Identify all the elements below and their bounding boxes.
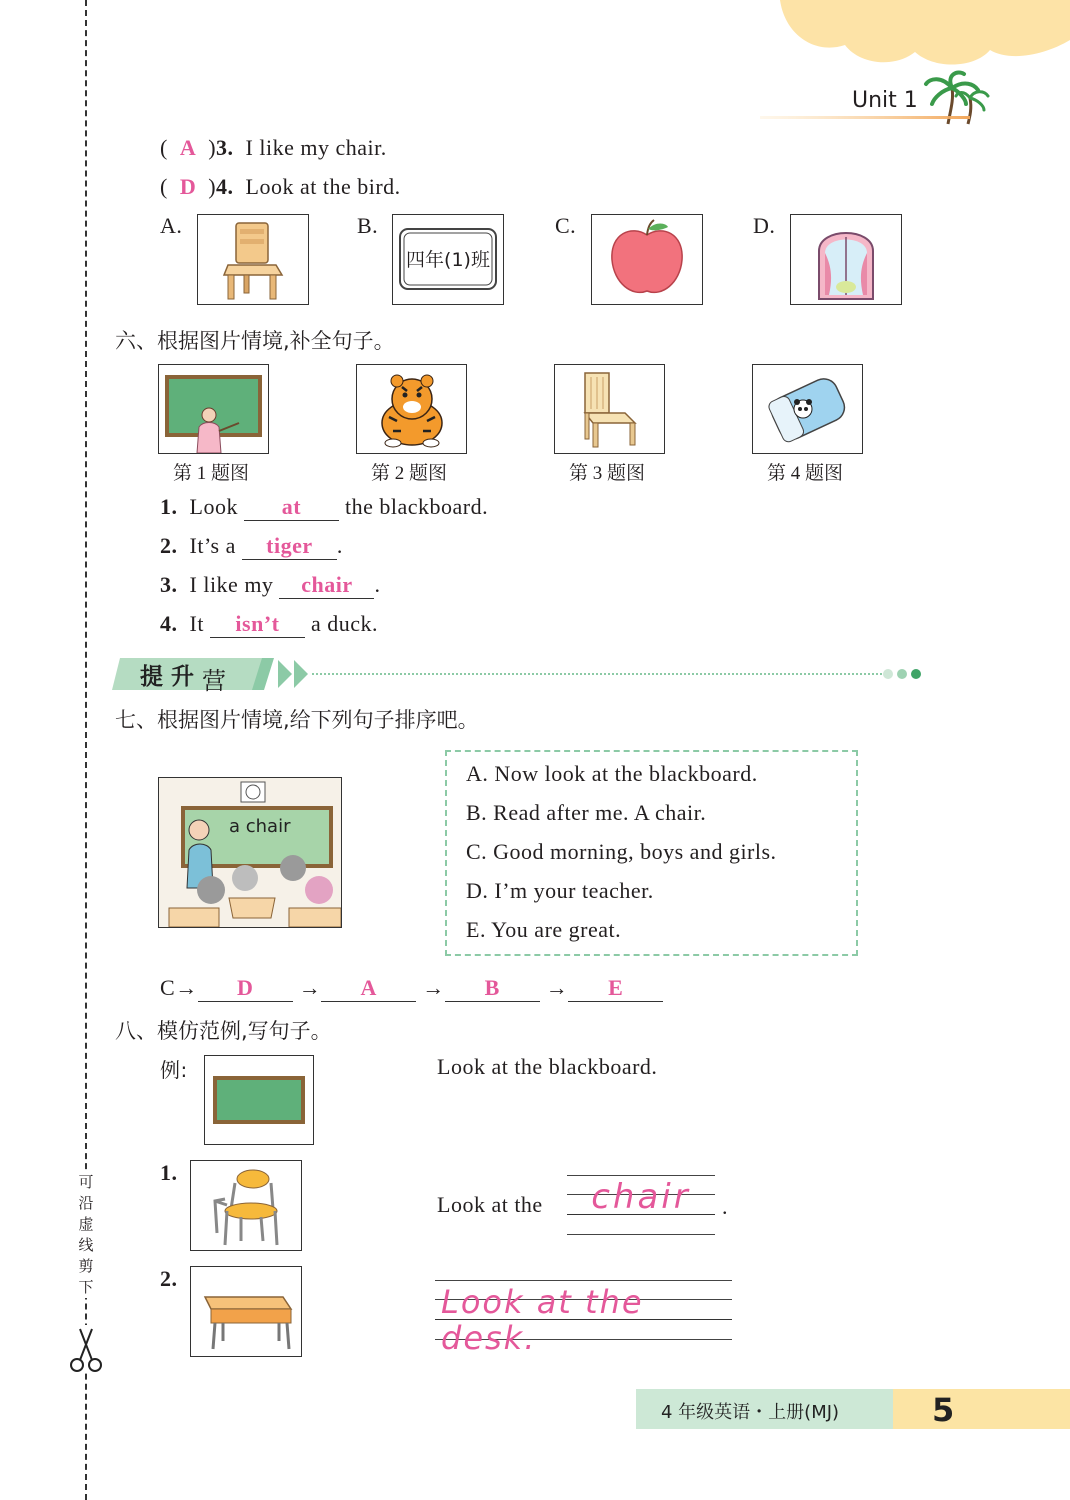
picture-8-1 [190, 1160, 302, 1251]
teacher-blackboard-icon [159, 365, 268, 453]
class-sign-text: 四年(1)班 [406, 249, 490, 271]
question-6-1: 1. Look at the blackboard. [160, 494, 489, 519]
apple-icon [592, 215, 702, 304]
answer-6-4: isn’t [235, 611, 280, 636]
order-7: C→ D → A → B → E [160, 975, 663, 1002]
q8-1-suffix: . [722, 1194, 728, 1219]
caption-6-3: 第 3 题图 [569, 463, 646, 484]
option-b-label: B. [357, 213, 379, 238]
example-label: 例: [160, 1058, 188, 1082]
option-c-label: C. [555, 213, 577, 238]
banner-dotted-rule [312, 673, 882, 675]
cloud-decoration [775, 0, 1070, 70]
answer-6-1: at [281, 494, 302, 519]
picture-6-2 [356, 364, 467, 454]
section-6-title: 六、根据图片情境,补全句子。 [115, 329, 395, 353]
order-answer-2: A [360, 975, 377, 1000]
banner-title: 提 升 营 [140, 664, 227, 695]
option-c-picture [591, 214, 703, 305]
question-6-3: 3. I like my chair . [160, 572, 381, 597]
tiger-icon [357, 365, 466, 453]
window-icon [791, 215, 901, 304]
option-7-e: E. You are great. [466, 917, 622, 942]
option-a-label: A. [160, 213, 183, 238]
q8-2-answer: Look at the desk. [441, 1283, 644, 1357]
answer-5-3: A [179, 135, 197, 160]
answer-6-3: chair [301, 572, 353, 597]
picture-6-3 [554, 364, 665, 454]
option-a-picture [197, 214, 309, 305]
question-6-4: 4. It isn’t a duck. [160, 611, 378, 636]
picture-7-classroom [158, 777, 342, 928]
answer-6-2: tiger [266, 533, 313, 558]
q8-1-prefix: Look at the [437, 1192, 543, 1217]
option-b-picture [392, 214, 504, 305]
option-7-c: C. Good morning, boys and girls. [466, 839, 777, 864]
picture-6-4 [752, 364, 863, 454]
chair-icon [198, 215, 308, 304]
blackboard-icon [205, 1056, 313, 1144]
unit-label: Unit 1 [852, 88, 918, 113]
option-d-picture [790, 214, 902, 305]
section-7-title: 七、根据图片情境,给下列句子排序吧。 [115, 708, 479, 732]
option-7-b: B. Read after me. A chair. [466, 800, 707, 825]
question-5-3: ( A )3. I like my chair. [160, 135, 387, 160]
banner-dots [882, 667, 926, 681]
picture-8-2 [190, 1266, 302, 1357]
answer-5-4: D [179, 174, 197, 199]
scissors-icon [68, 1325, 104, 1373]
example-sentence: Look at the blackboard. [437, 1054, 658, 1079]
eraser-icon [753, 365, 862, 453]
section-8-title: 八、模仿范例,写句子。 [115, 1019, 332, 1043]
caption-6-2: 第 2 题图 [371, 463, 448, 484]
page-number: 5 [932, 1391, 955, 1429]
order-answer-1: D [236, 975, 254, 1000]
classroom-icon [159, 778, 341, 927]
caption-6-4: 第 4 题图 [767, 463, 844, 484]
order-answer-3: B [484, 975, 500, 1000]
q8-2-writing-lines [435, 1280, 732, 1357]
footer-book-title: 4 年级英语・上册(MJ) [661, 1402, 840, 1423]
q8-2-number: 2. [160, 1266, 178, 1291]
q8-1-writing-lines [567, 1175, 715, 1235]
q8-1-answer: chair [591, 1177, 691, 1217]
option-7-a: A. Now look at the blackboard. [466, 761, 758, 786]
order-answer-4: E [608, 975, 624, 1000]
header-rule [760, 115, 970, 121]
option-d-label: D. [753, 213, 776, 238]
chair-icon [555, 365, 664, 453]
footer-bar [636, 1389, 1070, 1429]
question-6-2: 2. It’s a tiger . [160, 533, 343, 558]
armchair-icon [191, 1161, 301, 1250]
desk-icon [191, 1267, 301, 1356]
classroom-board-text: a chair [229, 816, 291, 837]
q8-1-number: 1. [160, 1160, 178, 1185]
picture-6-1 [158, 364, 269, 454]
example-picture [204, 1055, 314, 1145]
margin-note: 可 沿 虚 线 剪 下 [76, 1172, 96, 1298]
question-5-4: ( D )4. Look at the bird. [160, 174, 401, 199]
caption-6-1: 第 1 题图 [173, 463, 250, 484]
option-7-d: D. I’m your teacher. [466, 878, 654, 903]
